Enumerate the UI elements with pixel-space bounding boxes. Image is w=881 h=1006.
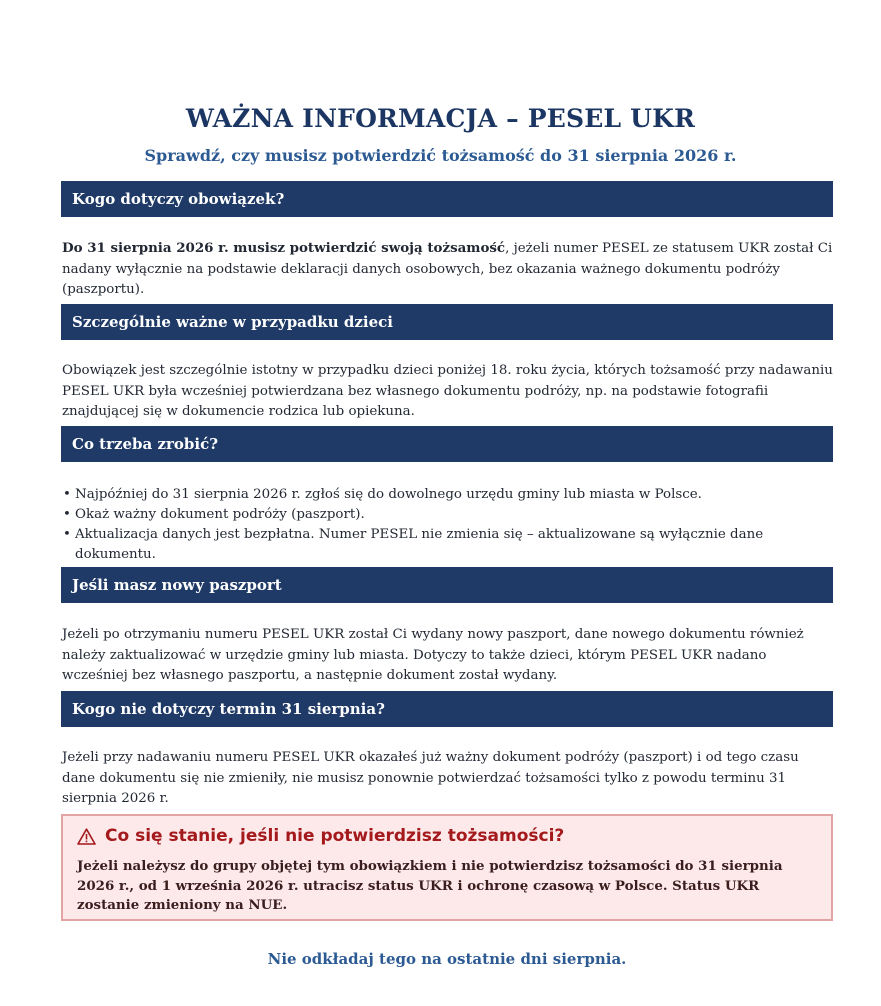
section-heading-who: Kogo dotyczy obowiązek? bbox=[61, 181, 833, 217]
section-heading-what-to-do: Co trzeba zrobić? bbox=[61, 426, 833, 462]
page-title: WAŻNA INFORMACJA – PESEL UKR bbox=[185, 104, 696, 133]
warning-title-row bbox=[77, 826, 564, 846]
warning-triangle-icon bbox=[77, 828, 96, 845]
bullet-icon: • bbox=[63, 487, 71, 502]
list-item bbox=[62, 485, 834, 505]
section-body-who-bold: Do 31 sierpnia 2026 r. musisz potwierdzić swoją tożsamość bbox=[62, 240, 506, 256]
section-heading-children: Szczególnie ważne w przypadku dzieci bbox=[61, 304, 833, 340]
section-heading-not-affected: Kogo nie dotyczy termin 31 sierpnia? bbox=[61, 691, 833, 727]
section-heading-new-passport: Jeśli masz nowy paszport bbox=[61, 567, 833, 603]
list-item bbox=[62, 505, 834, 525]
action-list bbox=[62, 485, 834, 565]
section-body-not-affected: Jeżeli przy nadawaniu numeru PESEL UKR okazałeś już ważny dokument podróży (paszport) i od tego czasu dane dokumentu się nie zmieniły, nie musisz ponownie potwierdzać tożsamości tylko z powodu terminu 31 sierpnia 2026 r. bbox=[62, 750, 799, 807]
warning-body: Jeżeli należysz do grupy objętej tym obowiązkiem i nie potwierdzisz tożsamości do 31 sierpnia 2026 r., od 1 września 2026 r. utracisz status UKR i ochronę czasową w Polsce. Status UKR zostanie zmieniony na NUE. bbox=[77, 858, 783, 913]
footer-note: Nie odkładaj tego na ostatnie dni sierpnia. bbox=[267, 950, 627, 968]
bullet-icon: • bbox=[63, 507, 71, 522]
page-subtitle: Sprawdź, czy musisz potwierdzić tożsamość do 31 sierpnia 2026 r. bbox=[144, 146, 737, 165]
list-item bbox=[62, 525, 834, 565]
warning-box bbox=[61, 814, 833, 921]
section-body-new-passport: Jeżeli po otrzymaniu numeru PESEL UKR został Ci wydany nowy paszport, dane nowego dokumentu również należy zaktualizować w urzędzie gminy lub miasta. Dotyczy to także dzieci, którym PESEL UKR nadano wcześniej bez własnego paszportu, a następnie dokument został wydany. bbox=[62, 627, 804, 684]
warning-title: Co się stanie, jeśli nie potwierdzisz tożsamości? bbox=[105, 826, 565, 846]
list-item-text: Aktualizacja danych jest bezpłatna. Numer PESEL nie zmienia się – aktualizowane są wyłącznie dane dokumentu. bbox=[75, 527, 764, 562]
section-body-who-text: , jeżeli numer PESEL ze statusem UKR został Ci nadany wyłącznie na podstawie deklaracji danych osobowych, bez okazania ważnego dokumentu podróży (paszportu). bbox=[62, 241, 833, 298]
section-body-children: Obowiązek jest szczególnie istotny w przypadku dzieci poniżej 18. roku życia, których tożsamość przy nadawaniu PESEL UKR była wcześniej potwierdzana bez własnego dokumentu podróży, np. na podstawie fotografii znajdującej się w dokumencie rodzica lub opiekuna. bbox=[62, 363, 833, 420]
list-item-text: Najpóźniej do 31 sierpnia 2026 r. zgłoś się do dowolnego urzędu gminy lub miasta w Polsce. bbox=[75, 487, 702, 502]
bullet-icon: • bbox=[63, 527, 71, 542]
list-item-text: Okaż ważny dokument podróży (paszport). bbox=[75, 507, 365, 522]
section-body-who bbox=[62, 238, 834, 301]
